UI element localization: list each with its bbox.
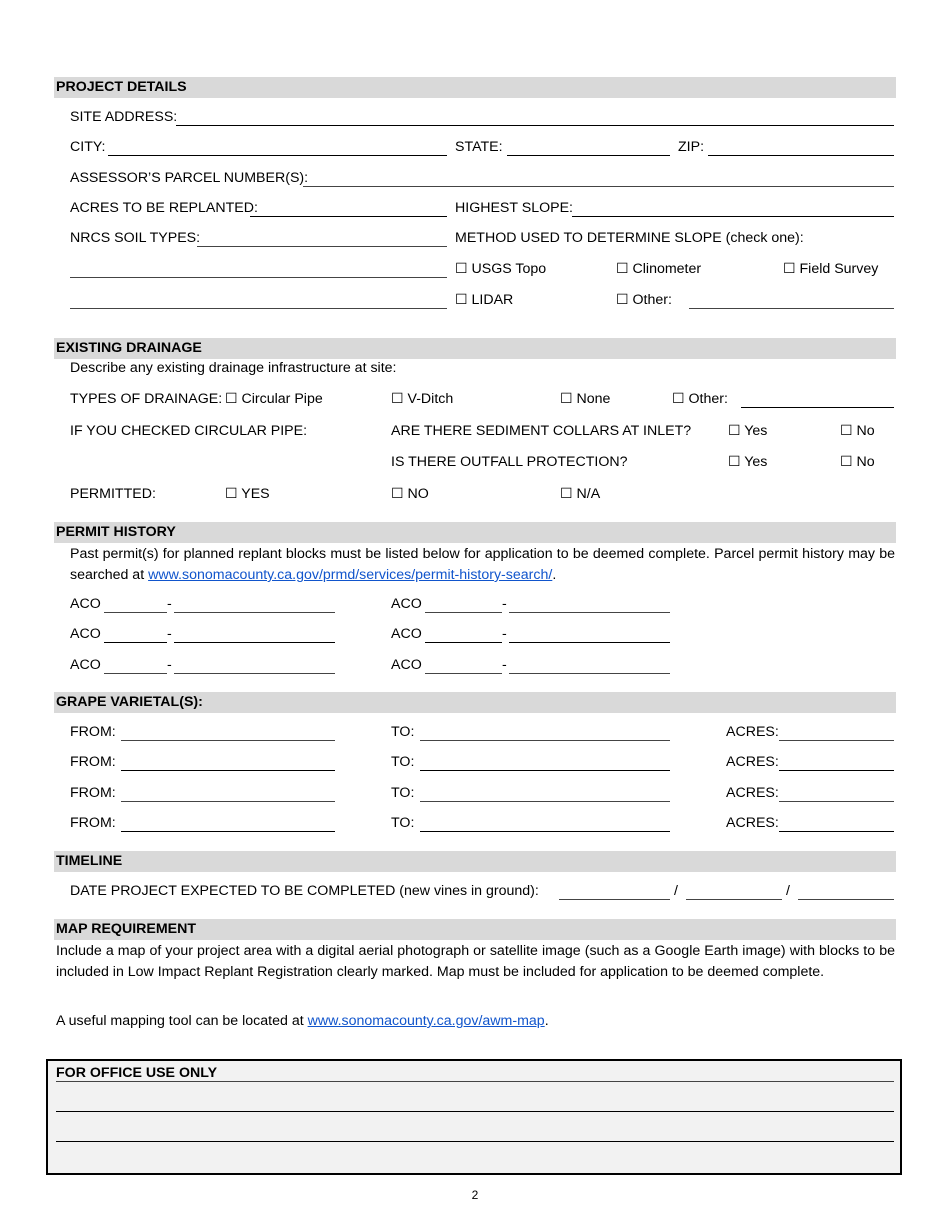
v-ditch-option[interactable]: ☐ V-Ditch <box>391 391 454 407</box>
usgs-topo-option[interactable]: ☐ USGS Topo <box>455 261 547 277</box>
acres-label: ACRES: <box>726 785 779 801</box>
drainage-describe-text: Describe any existing drainage infrastructure at site: <box>70 360 397 376</box>
checkbox-icon[interactable]: ☐ <box>225 486 238 502</box>
checkbox-icon[interactable]: ☐ <box>391 391 404 407</box>
other-drainage-field[interactable] <box>741 407 894 408</box>
sediment-yes-option[interactable]: ☐ Yes <box>728 423 768 439</box>
acres-replanted-label: ACRES TO BE REPLANTED: <box>70 200 258 216</box>
if-circular-label: IF YOU CHECKED CIRCULAR PIPE: <box>70 423 308 439</box>
aco-field-prefix[interactable] <box>104 673 167 674</box>
site-address-label: SITE ADDRESS: <box>70 109 178 125</box>
aco-label: ACO <box>70 596 101 612</box>
soil-types-field-1[interactable] <box>197 246 447 247</box>
other-drainage-option[interactable]: ☐ Other: <box>672 391 728 407</box>
office-use-line-1 <box>56 1081 894 1082</box>
sediment-no-option[interactable]: ☐ No <box>840 423 875 439</box>
to-label: TO: <box>391 815 415 831</box>
aco-dash: - <box>167 596 172 612</box>
map-requirement-text: Include a map of your project area with a digital aerial photograph or satellite image (such as a Google Earth image) with blocks to be included in Low Impact Replant Registration clearly marked. Map must be included for application to be deemed complete. <box>56 943 895 980</box>
acres-field[interactable] <box>779 801 894 802</box>
checkbox-icon[interactable]: ☐ <box>455 261 468 277</box>
to-field[interactable] <box>420 831 670 832</box>
drainage-types-label: TYPES OF DRAINAGE: <box>70 391 223 407</box>
aco-dash: - <box>167 657 172 673</box>
aco-field-suffix[interactable] <box>174 612 335 613</box>
soil-types-field-2[interactable] <box>70 277 447 278</box>
none-option[interactable]: ☐ None <box>560 391 611 407</box>
aco-field-suffix[interactable] <box>174 642 335 643</box>
circular-pipe-option[interactable]: ☐ Circular Pipe <box>225 391 323 407</box>
acres-field[interactable] <box>779 740 894 741</box>
site-address-field[interactable] <box>176 125 894 126</box>
to-label: TO: <box>391 724 415 740</box>
checkbox-icon[interactable]: ☐ <box>455 292 468 308</box>
section-header-map-requirement: MAP REQUIREMENT <box>54 919 896 940</box>
date-month-field[interactable] <box>559 899 670 900</box>
permit-history-link[interactable]: www.sonomacounty.ca.gov/prmd/services/permit-history-search/ <box>148 567 553 583</box>
from-field[interactable] <box>121 770 335 771</box>
to-field[interactable] <box>420 740 670 741</box>
highest-slope-field[interactable] <box>572 216 894 217</box>
city-label: CITY: <box>70 139 106 155</box>
aco-field-prefix[interactable] <box>425 612 502 613</box>
apn-label: ASSESSOR’S PARCEL NUMBER(S): <box>70 170 309 186</box>
office-use-title: FOR OFFICE USE ONLY <box>56 1065 218 1081</box>
checkbox-icon[interactable]: ☐ <box>225 391 238 407</box>
aco-label: ACO <box>391 626 422 642</box>
page-number: 2 <box>471 1188 479 1202</box>
aco-field-suffix[interactable] <box>509 642 670 643</box>
section-header-grape-varietals: GRAPE VARIETAL(S): <box>54 692 896 713</box>
other-slope-field[interactable] <box>689 308 894 309</box>
from-label: FROM: <box>70 815 116 831</box>
date-year-field[interactable] <box>798 899 894 900</box>
section-header-project-details: PROJECT DETAILS <box>54 77 896 98</box>
acres-field[interactable] <box>779 770 894 771</box>
aco-label: ACO <box>70 657 101 673</box>
state-field[interactable] <box>507 155 670 156</box>
aco-dash: - <box>167 626 172 642</box>
slope-method-label: METHOD USED TO DETERMINE SLOPE (check one): <box>455 230 804 246</box>
aco-label: ACO <box>391 657 422 673</box>
mapping-tool-link[interactable]: www.sonomacounty.ca.gov/awm-map <box>307 1013 545 1029</box>
office-use-line-2 <box>56 1111 894 1112</box>
soil-types-label: NRCS SOIL TYPES: <box>70 230 201 246</box>
from-label: FROM: <box>70 785 116 801</box>
from-field[interactable] <box>121 740 335 741</box>
aco-field-prefix[interactable] <box>104 642 167 643</box>
acres-label: ACRES: <box>726 815 779 831</box>
state-label: STATE: <box>455 139 503 155</box>
to-label: TO: <box>391 754 415 770</box>
acres-label: ACRES: <box>726 724 779 740</box>
to-field[interactable] <box>420 770 670 771</box>
clinometer-option[interactable]: ☐ Clinometer <box>616 261 702 277</box>
city-field[interactable] <box>108 155 447 156</box>
section-header-timeline: TIMELINE <box>54 851 896 872</box>
section-header-existing-drainage: EXISTING DRAINAGE <box>54 338 896 359</box>
aco-field-prefix[interactable] <box>104 612 167 613</box>
date-day-field[interactable] <box>686 899 782 900</box>
aco-dash: - <box>502 596 507 612</box>
checkbox-icon[interactable]: ☐ <box>840 454 853 470</box>
aco-dash: - <box>502 657 507 673</box>
field-survey-option[interactable]: ☐ Field Survey <box>783 261 879 277</box>
zip-label: ZIP: <box>678 139 705 155</box>
completion-date-label: DATE PROJECT EXPECTED TO BE COMPLETED (new vines in ground): <box>70 883 539 899</box>
outfall-yes-option[interactable]: ☐ Yes <box>728 454 768 470</box>
permitted-na-option[interactable]: ☐ N/A <box>560 486 601 502</box>
aco-label: ACO <box>70 626 101 642</box>
acres-field[interactable] <box>779 831 894 832</box>
checkbox-icon[interactable]: ☐ <box>560 391 573 407</box>
highest-slope-label: HIGHEST SLOPE: <box>455 200 574 216</box>
permit-history-text: Past permit(s) for planned replant blocks must be listed below for application to be deemed complete. Parcel permit history may be searched at www.sonomacounty.ca.gov/prmd/services/permit-history-search/. <box>70 546 895 583</box>
outfall-no-option[interactable]: ☐ No <box>840 454 875 470</box>
checkbox-icon[interactable]: ☐ <box>616 292 629 308</box>
to-field[interactable] <box>420 801 670 802</box>
date-slash: / <box>786 883 790 899</box>
sediment-collars-label: ARE THERE SEDIMENT COLLARS AT INLET? <box>391 423 692 439</box>
other-slope-option[interactable]: ☐ Other: <box>616 292 672 308</box>
mapping-tool-text: A useful mapping tool can be located at www.sonomacounty.ca.gov/awm-map. <box>56 1013 549 1029</box>
aco-field-prefix[interactable] <box>425 673 502 674</box>
to-label: TO: <box>391 785 415 801</box>
acres-replanted-field[interactable] <box>250 216 447 217</box>
outfall-protection-label: IS THERE OUTFALL PROTECTION? <box>391 454 628 470</box>
aco-field-suffix[interactable] <box>509 673 670 674</box>
office-use-line-3 <box>56 1141 894 1142</box>
from-label: FROM: <box>70 754 116 770</box>
from-field[interactable] <box>121 831 335 832</box>
lidar-option[interactable]: ☐ LIDAR <box>455 292 514 308</box>
aco-label: ACO <box>391 596 422 612</box>
section-header-permit-history: PERMIT HISTORY <box>54 522 896 543</box>
zip-field[interactable] <box>708 155 894 156</box>
checkbox-icon[interactable]: ☐ <box>728 454 741 470</box>
checkbox-icon[interactable]: ☐ <box>391 486 404 502</box>
permitted-label: PERMITTED: <box>70 486 156 502</box>
date-slash: / <box>674 883 678 899</box>
aco-dash: - <box>502 626 507 642</box>
from-label: FROM: <box>70 724 116 740</box>
from-field[interactable] <box>121 801 335 802</box>
aco-field-suffix[interactable] <box>509 612 670 613</box>
soil-types-field-3[interactable] <box>70 308 447 309</box>
checkbox-icon[interactable]: ☐ <box>560 486 573 502</box>
aco-field-prefix[interactable] <box>425 642 502 643</box>
aco-field-suffix[interactable] <box>174 673 335 674</box>
permitted-no-option[interactable]: ☐ NO <box>391 486 429 502</box>
checkbox-icon[interactable]: ☐ <box>728 423 741 439</box>
apn-field[interactable] <box>303 186 894 187</box>
acres-label: ACRES: <box>726 754 779 770</box>
checkbox-icon[interactable]: ☐ <box>783 261 796 277</box>
checkbox-icon[interactable]: ☐ <box>616 261 629 277</box>
checkbox-icon[interactable]: ☐ <box>840 423 853 439</box>
checkbox-icon[interactable]: ☐ <box>672 391 685 407</box>
permitted-yes-option[interactable]: ☐ YES <box>225 486 270 502</box>
